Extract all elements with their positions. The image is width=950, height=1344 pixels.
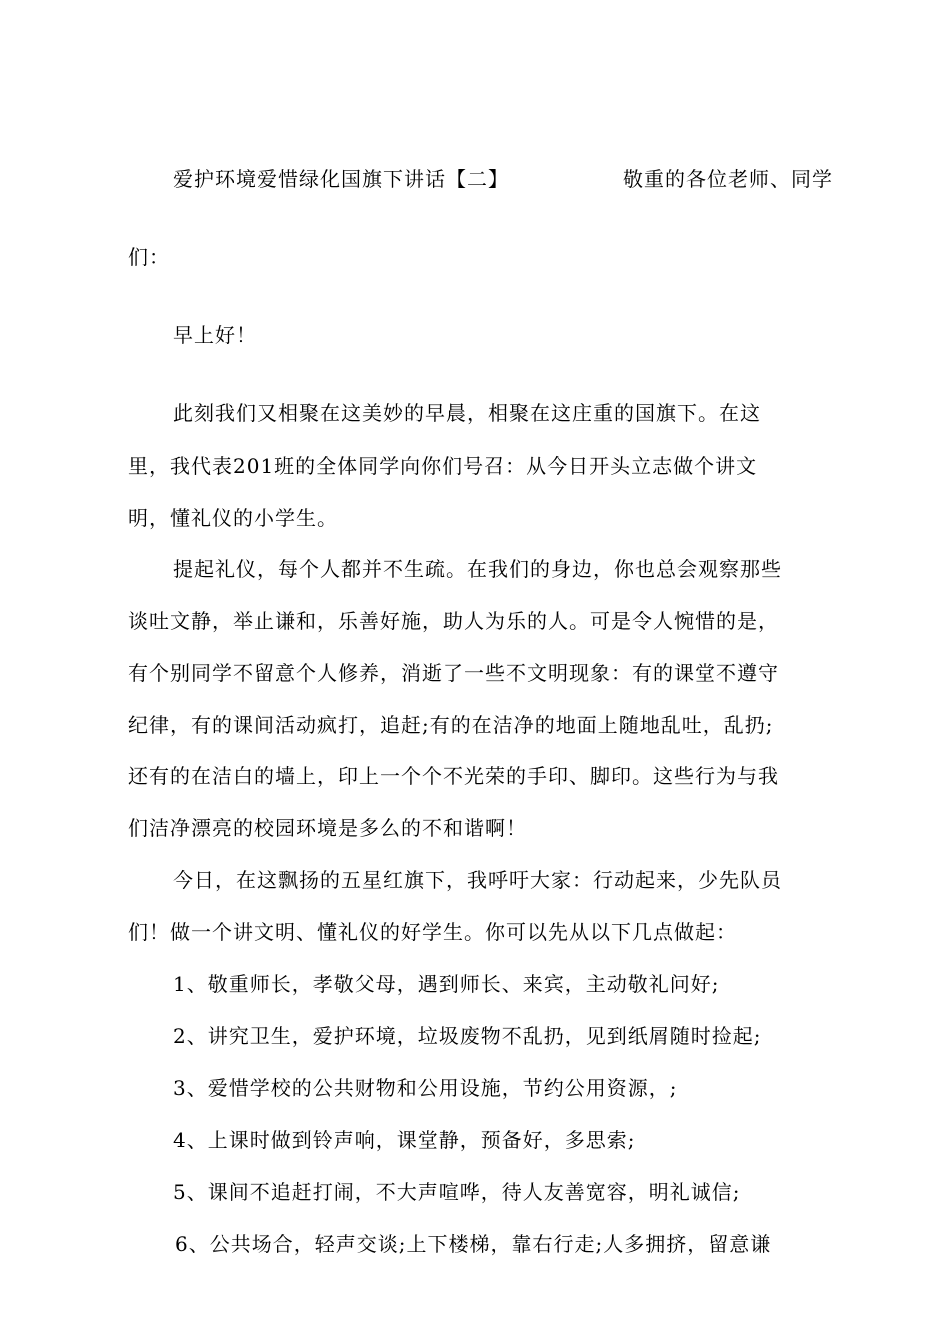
salutation-start: 敬重的各位老师、同学 bbox=[623, 167, 833, 191]
paragraph-line: 们： bbox=[128, 245, 170, 269]
paragraph-line: 们！做一个讲文明、懂礼仪的好学生。你可以先从以下几点做起： bbox=[128, 920, 737, 944]
list-item: 4、上课时做到铃声响，课堂静，预备好，多思索; bbox=[173, 1128, 636, 1152]
paragraph-line: 谈吐文静，举止谦和，乐善好施，助人为乐的人。可是令人惋惜的是， bbox=[128, 609, 779, 633]
paragraph-line: 提起礼仪，每个人都并不生疏。在我们的身边，你也总会观察那些 bbox=[173, 557, 782, 581]
list-item: 5、课间不追赶打闹，不大声喧哗，待人友善宽容，明礼诚信; bbox=[173, 1180, 741, 1204]
list-item: 2、讲究卫生，爱护环境，垃圾废物不乱扔，见到纸屑随时捡起; bbox=[173, 1024, 762, 1048]
greeting-line: 早上好！ bbox=[173, 323, 257, 347]
document-title: 爱护环境爱惜绿化国旗下讲话【二】 bbox=[173, 167, 509, 191]
paragraph-line: 明，懂礼仪的小学生。 bbox=[128, 506, 338, 530]
title-line bbox=[128, 167, 833, 191]
paragraph-line: 纪律，有的课间活动疯打，追赶;有的在洁净的地面上随地乱吐，乱扔; bbox=[128, 713, 774, 737]
paragraph-line: 们洁净漂亮的校园环境是多么的不和谐啊！ bbox=[128, 816, 527, 840]
paragraph-line: 里，我代表201班的全体同学向你们号召：从今日开头立志做个讲文 bbox=[128, 454, 758, 478]
list-item: 6、公共场合，轻声交谈;上下楼梯，靠右行走;人多拥挤，留意谦 bbox=[175, 1232, 772, 1256]
list-item: 1、敬重师长，孝敬父母，遇到师长、来宾，主动敬礼问好; bbox=[173, 972, 720, 996]
paragraph-line: 还有的在洁白的墙上，印上一个个不光荣的手印、脚印。这些行为与我 bbox=[128, 764, 779, 788]
paragraph-line: 此刻我们又相聚在这美妙的早晨，相聚在这庄重的国旗下。在这 bbox=[173, 401, 761, 425]
paragraph-line: 有个别同学不留意个人修养，消逝了一些不文明现象：有的课堂不遵守 bbox=[128, 661, 779, 685]
paragraph-line: 今日，在这飘扬的五星红旗下，我呼吁大家：行动起来，少先队员 bbox=[173, 868, 782, 892]
list-item: 3、爱惜学校的公共财物和公用设施，节约公用资源，; bbox=[173, 1076, 678, 1100]
